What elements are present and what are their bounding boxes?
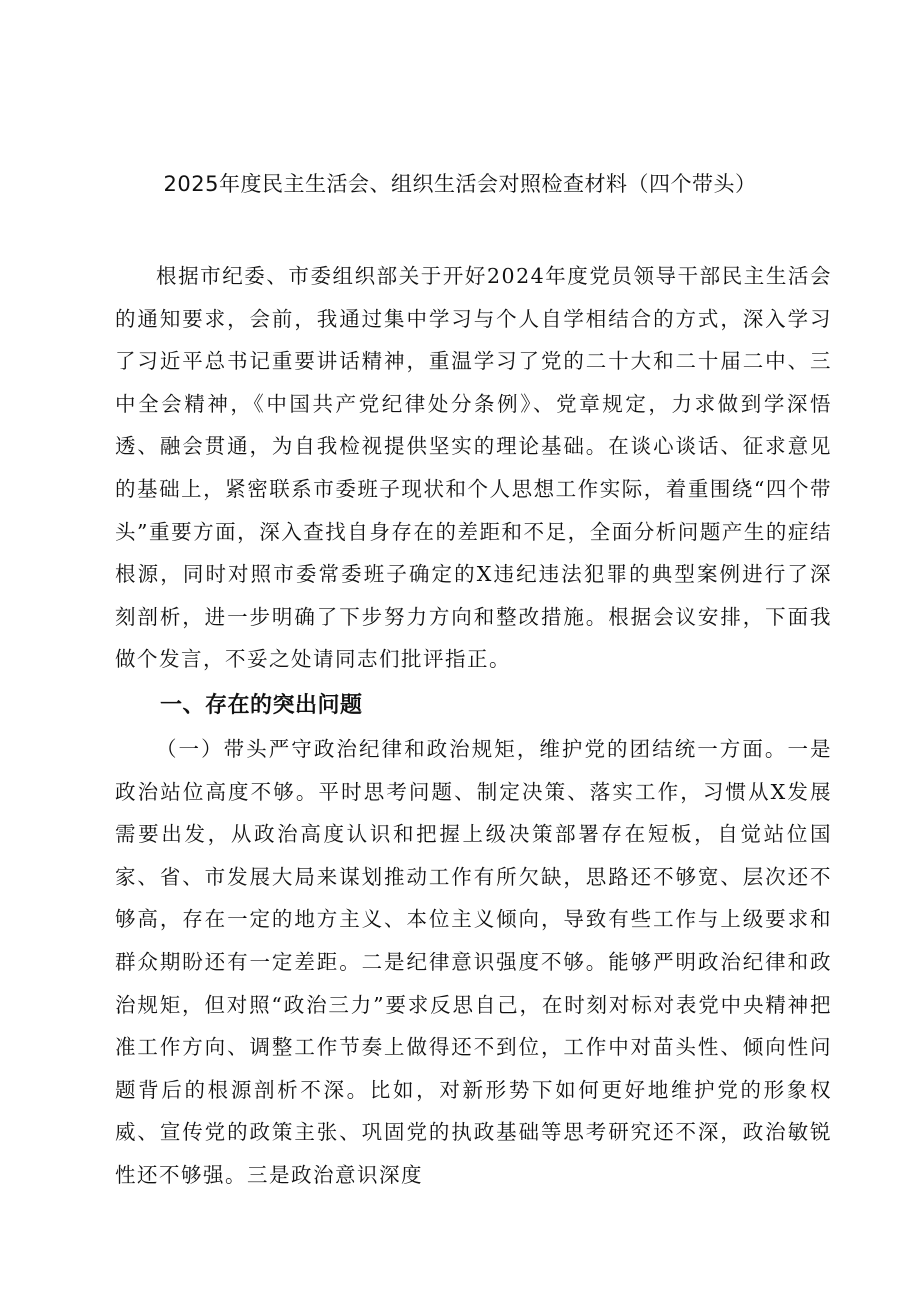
document-title: 2025年度民主生活会、组织生活会对照检查材料（四个带头） <box>163 172 757 196</box>
section-heading: 一、存在的突出问题 <box>160 693 363 718</box>
section-paragraph: （一）带头严守政治纪律和政治规矩，维护党的团结统一方面。一是政治站位高度不够。平时思考问题、制定决策、落实工作，习惯从X发展需要出发，从政治高度认识和把握上级决策部署存在短板，自觉站位国家、省、市发展大局来谋划推动工作有所欠缺，思路还不够宽、层次还不够高，存在一定的地方主义、本位主义倾向，导致有些工作与上级要求和群众期盼还有一定差距。二是纪律意识强度不够。能够严明政治纪律和政治规矩，但对照“政治三力”要求反思自己，在时刻对标对表党中央精神把准工作方向、调整工作节奏上做得还不到位，工作中对苗头性、倾向性问题背后的根源剖析不深。比如，对新形势下如何更好地维护党的形象权威、宣传党的政策主张、巩固党的执政基础等思考研究还不深，政治敏锐性还不够强。三是政治意识深度 <box>115 737 832 1187</box>
intro-paragraph: 根据市纪委、市委组织部关于开好2024年度党员领导干部民主生活会的通知要求，会前，我通过集中学习与个人自学相结合的方式，深入学习了习近平总书记重要讲话精神，重温学习了党的二十大和二十届二中、三中全会精神，《中国共产党纪律处分条例》、党章规定，力求做到学深悟透、融会贯通，为自我检视提供坚实的理论基础。在谈心谈话、征求意见的基础上，紧密联系市委班子现状和个人思想工作实际，着重围绕“四个带头”重要方面，深入查找自身存在的差距和不足，全面分析问题产生的症结根源，同时对照市委常委班子确定的X违纪违法犯罪的典型案例进行了深刻剖析，进一步明确了下步努力方向和整改措施。根据会议安排，下面我做个发言，不妥之处请同志们批评指正。 <box>115 264 832 672</box>
